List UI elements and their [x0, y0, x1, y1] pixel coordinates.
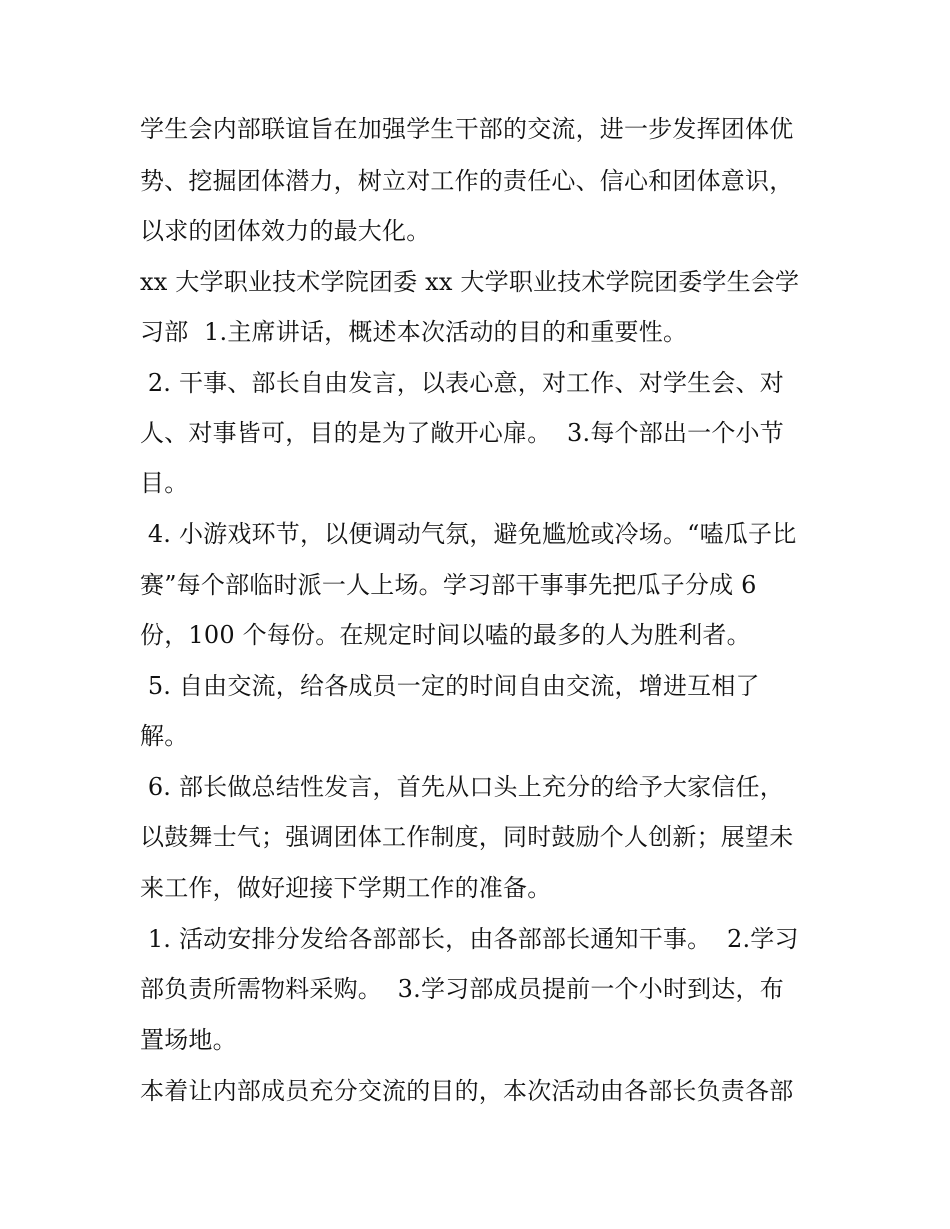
- text-line: 本着让内部成员充分交流的目的，本次活动由各部长负责各部: [140, 1077, 794, 1105]
- text-line: 人、对事皆可，目的是为了敞开心扉。 3.每个部出一个小节: [140, 419, 784, 447]
- text-line: 习部 1.主席讲话，概述本次活动的目的和重要性。: [140, 318, 688, 346]
- text-line: xx 大学职业技术学院团委 xx 大学职业技术学院团委学生会学: [140, 268, 800, 296]
- text-line: 学生会内部联谊旨在加强学生干部的交流，进一步发挥团体优: [140, 115, 794, 143]
- text-line: 目。: [140, 469, 189, 497]
- text-line: 置场地。: [140, 1026, 237, 1054]
- text-line: 6. 部长做总结性发言，首先从口头上充分的给予大家信任，: [140, 773, 784, 801]
- text-line: 赛”每个部临时派一人上场。学习部干事事先把瓜子分成 6: [140, 571, 757, 599]
- text-line: 来工作，做好迎接下学期工作的准备。: [140, 874, 552, 902]
- text-line: 部负责所需物料采购。 3.学习部成员提前一个小时到达，布: [140, 975, 784, 1003]
- text-line: 解。: [140, 722, 189, 750]
- text-line: 5. 自由交流，给各成员一定的时间自由交流，增进互相了: [140, 672, 760, 700]
- text-line: 以鼓舞士气；强调团体工作制度，同时鼓励个人创新；展望未: [140, 823, 794, 851]
- text-line: 4. 小游戏环节，以便调动气氛，避免尴尬或冷场。“嗑瓜子比: [140, 520, 797, 548]
- text-line: 份，100 个每份。在规定时间以嗑的最多的人为胜利者。: [140, 621, 751, 649]
- text-line: 2. 干事、部长自由发言，以表心意，对工作、对学生会、对: [140, 369, 784, 397]
- text-line: 1. 活动安排分发给各部部长，由各部部长通知干事。 2.学习: [140, 925, 799, 953]
- text-line: 势、挖掘团体潜力，树立对工作的责任心、信心和团体意识，: [140, 167, 794, 195]
- text-line: 以求的团体效力的最大化。: [140, 217, 431, 245]
